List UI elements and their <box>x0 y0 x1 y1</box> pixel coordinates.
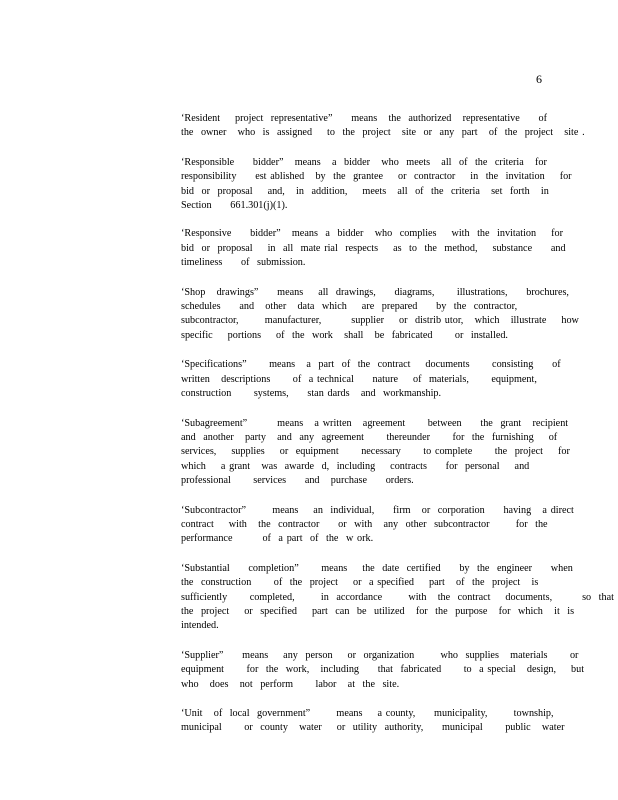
text-line: the project or specified part can be utilized for the purpose for which it is <box>181 605 575 617</box>
text-line: equipment for the work, including that fabricated to a special design, but <box>181 664 585 676</box>
definition-paragraph <box>181 156 572 214</box>
text-line: ‘Unit of local government” means a county, municipality, township, <box>181 708 554 719</box>
definition-paragraph <box>181 417 570 489</box>
text-line: contract with the contractor or with any other subcontractor for the <box>181 518 548 530</box>
text-line: ‘Shop drawings” means all drawings, diagrams, illustrations, brochures, <box>181 286 569 298</box>
text-line: ‘Subagreement” means a written agreement between the grant recipient <box>181 417 569 429</box>
text-line: intended. <box>181 620 219 632</box>
text-line: subcontractor, manufacturer, supplier or distrib utor, which illustrate how <box>181 315 579 327</box>
definition-paragraph <box>181 707 565 736</box>
text-line: ‘Resident project representative” means the authorized representative of <box>181 113 547 124</box>
definition-paragraph <box>181 649 585 692</box>
text-line: timeliness of submission. <box>181 257 306 269</box>
text-line: ‘Subcontractor” means an individual, firm or corporation having a direct <box>181 504 574 516</box>
text-line: services, supplies or equipment necessary to complete the project for <box>181 446 570 458</box>
definition-paragraph <box>181 227 566 270</box>
definition-paragraph <box>181 286 579 344</box>
text-line: professional services and purchase orders. <box>181 475 414 487</box>
page-number: 6 <box>536 72 542 86</box>
text-line: responsibility est ablished by the grantee or contractor in the invitation for <box>181 171 572 183</box>
text-line: the owner who is assigned to the project site or any part of the project site . <box>181 127 585 139</box>
definition-paragraph <box>181 562 614 634</box>
text-line: who does not perform labor at the site. <box>181 678 400 690</box>
text-line: and another party and any agreement thereunder for the furnishing of <box>181 431 558 443</box>
text-line: ‘Responsible bidder” means a bidder who meets all of the criteria for <box>181 156 547 168</box>
text-line: municipal or county water or utility authority, municipal public water <box>181 722 565 734</box>
definitions-body <box>181 112 614 751</box>
definition-paragraph <box>181 504 574 547</box>
text-line: which a grant was awarde d, including contracts for personal and <box>181 460 530 472</box>
text-line: performance of a part of the w ork. <box>181 533 374 545</box>
text-line: sufficiently completed, in accordance with the contract documents, so that <box>181 591 614 603</box>
text-line: bid or proposal in all mate rial respects as to the method, substance and <box>181 242 566 254</box>
text-line: construction systems, stan dards and workmanship. <box>181 388 442 400</box>
text-line: ‘Responsive bidder” means a bidder who complies with the invitation for <box>181 228 563 240</box>
text-line: schedules and other data which are prepared by the contractor, <box>181 301 518 313</box>
text-line: ‘Supplier” means any person or organization who supplies materials or <box>181 649 579 661</box>
text-line: specific portions of the work shall be fabricated or installed. <box>181 329 508 341</box>
text-line: written descriptions of a technical nature of materials, equipment, <box>181 373 537 385</box>
text-line: ‘Substantial completion” means the date certified by the engineer when <box>181 562 573 574</box>
text-line: ‘Specifications” means a part of the contract documents consisting of <box>181 359 561 371</box>
text-line: the construction of the project or a specified part of the project is <box>181 577 539 589</box>
text-line: bid or proposal and, in addition, meets all of the criteria set forth in <box>181 185 549 197</box>
definition-paragraph <box>181 358 561 401</box>
text-line: Section 661.301(j)(1). <box>181 200 288 212</box>
definition-paragraph <box>181 112 585 141</box>
